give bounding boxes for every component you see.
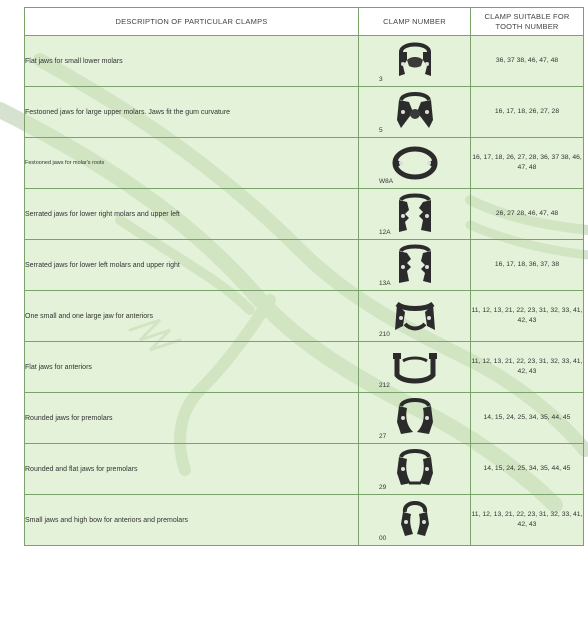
row-description: Serrated jaws for lower left molars and upper right (25, 240, 359, 291)
table-row (25, 189, 584, 240)
clamp-cell (359, 189, 471, 240)
row-description: Small jaws and high bow for anteriors and premolars (25, 495, 359, 546)
row-description: Rounded and flat jaws for premolars (25, 444, 359, 495)
clamp-cell (359, 138, 471, 189)
tooth-numbers: 16, 17, 18, 26, 27, 28 (471, 87, 584, 138)
tooth-numbers: 11, 12, 13, 21, 22, 23, 31, 32, 33, 41, 42, 43 (471, 495, 584, 546)
clamp-cell (359, 342, 471, 393)
clamp-cell (359, 240, 471, 291)
clamp-number: 210 (379, 331, 390, 338)
header-tooth-line2: TOOTH NUMBER (495, 21, 559, 31)
tooth-numbers: 16, 17, 18, 26, 27, 28, 36, 37 38, 46, 47, 48 (471, 138, 584, 189)
clamp-cell (359, 444, 471, 495)
tooth-numbers: 14, 15, 24, 25, 34, 35, 44, 45 (471, 393, 584, 444)
clamp-3-icon (393, 40, 437, 82)
table-row (25, 138, 584, 189)
table-row (25, 291, 584, 342)
clamp-210-icon (391, 296, 439, 336)
table-row (25, 342, 584, 393)
header-tooth-number (471, 8, 584, 36)
header-description: DESCRIPTION OF PARTICULAR CLAMPS (25, 8, 359, 36)
row-description: Flat jaws for anteriors (25, 342, 359, 393)
clamp-number: 00 (379, 535, 387, 542)
tooth-numbers: 36, 37 38, 46, 47, 48 (471, 36, 584, 87)
clamp-27-icon (393, 396, 437, 440)
table-header-row (25, 8, 584, 36)
tooth-numbers: 11, 12, 13, 21, 22, 23, 31, 32, 33, 41, 42, 43 (471, 342, 584, 393)
clamp-table (24, 7, 584, 546)
tooth-numbers: 14, 15, 24, 25, 34, 35, 44, 45 (471, 444, 584, 495)
clamp-cell (359, 87, 471, 138)
header-clamp-number: CLAMP NUMBER (359, 8, 471, 36)
clamp-cell (359, 495, 471, 546)
tooth-numbers: 26, 27 28, 46, 47, 48 (471, 189, 584, 240)
clamp-number: 27 (379, 433, 387, 440)
row-description: Festooned jaws for molar's roots (25, 138, 359, 189)
clamp-5-icon (393, 90, 437, 134)
clamp-12a-icon (393, 192, 437, 236)
table-row (25, 444, 584, 495)
clamp-number: 13A (379, 280, 391, 287)
row-description: Serrated jaws for lower right molars and upper left (25, 189, 359, 240)
clamp-cell (359, 393, 471, 444)
clamp-number: W8A (379, 178, 394, 185)
clamp-00-icon (395, 498, 435, 542)
clamp-number: 5 (379, 127, 383, 134)
table-row (25, 393, 584, 444)
clamp-w8a-icon (391, 143, 439, 183)
row-description: Rounded jaws for premolars (25, 393, 359, 444)
table-row (25, 495, 584, 546)
row-description: One small and one large jaw for anteriors (25, 291, 359, 342)
row-description: Festooned jaws for large upper molars. Jaws fit the gum curvature (25, 87, 359, 138)
clamp-number: 3 (379, 76, 383, 83)
clamp-13a-icon (393, 243, 437, 287)
clamp-number: 212 (379, 382, 390, 389)
clamp-29-icon (393, 447, 437, 491)
tooth-numbers: 16, 17, 18, 36, 37, 38 (471, 240, 584, 291)
clamp-212-icon (389, 347, 441, 387)
tooth-numbers: 11, 12, 13, 21, 22, 23, 31, 32, 33, 41, 42, 43 (471, 291, 584, 342)
row-description: Flat jaws for small lower molars (25, 36, 359, 87)
table-row (25, 87, 584, 138)
clamp-number: 12A (379, 229, 391, 236)
header-tooth-line1: CLAMP SUITABLE FOR (484, 11, 570, 21)
table-row (25, 36, 584, 87)
clamp-cell (359, 291, 471, 342)
clamp-cell (359, 36, 471, 87)
clamp-number: 29 (379, 484, 387, 491)
table-row (25, 240, 584, 291)
